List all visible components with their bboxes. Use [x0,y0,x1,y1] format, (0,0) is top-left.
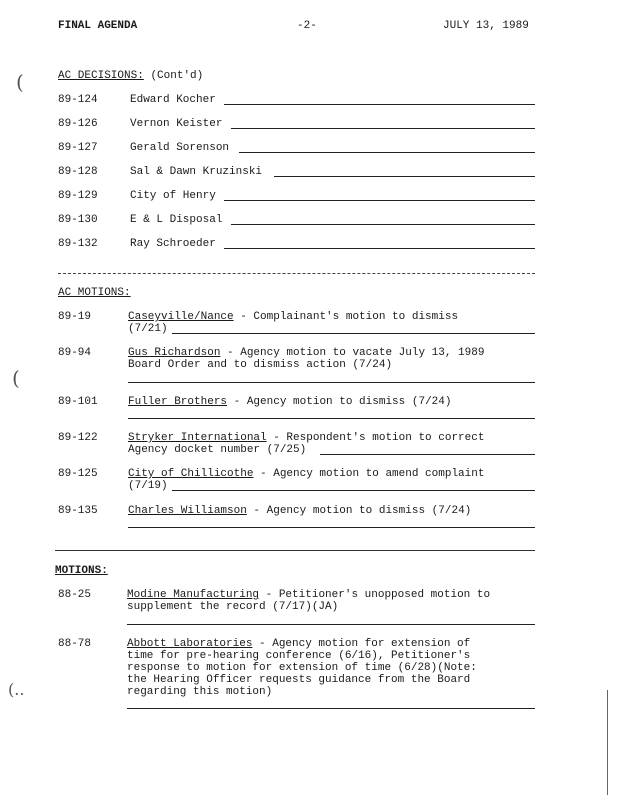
motion-text [127,589,490,601]
signature-line [127,624,535,625]
motion-line: regarding this motion) [127,686,273,698]
signature-line [224,248,535,249]
docket-number: 89-125 [58,468,98,480]
motion-line: - Agency motion to dismiss (7/24) [227,396,452,408]
docket-number: 89-132 [58,238,98,250]
party-name: Gerald Sorenson [130,142,230,154]
motion-text [128,432,484,444]
signature-line [128,382,535,383]
motion-text [128,505,471,517]
motion-line: time for pre-hearing conference (6/16), Petitioner's [127,650,471,662]
party-name: Sal & Dawn Kruzinski [130,166,263,178]
ac-decisions-title: AC DECISIONS: [58,70,144,82]
party-name: Modine Manufacturing [127,589,260,601]
party-name: Gus Richardson [128,347,221,359]
signature-line [239,152,535,153]
page-edge-line [607,690,608,795]
motion-line: - Agency motion for extension of [252,638,471,650]
docket-number: 89-101 [58,396,98,408]
signature-line [224,200,535,201]
party-name: Charles Williamson [128,505,247,517]
signature-line [231,128,535,129]
docket-number: 89-128 [58,166,98,178]
party-name: City of Henry [130,190,216,202]
docket-number: 89-19 [58,311,92,323]
party-name: Ray Schroeder [130,238,216,250]
motion-line: - Agency motion to amend complaint [253,468,485,480]
docket-number: 88-25 [58,589,92,601]
motion-line: supplement the record (7/17)(JA) [127,601,339,613]
margin-mark-2: ( [12,366,20,390]
signature-line [127,708,535,709]
docket-number: 89-94 [58,347,92,359]
motions-heading [55,565,108,577]
party-name: E & L Disposal [130,214,223,226]
signature-line [172,333,535,334]
ac-decisions-suffix: (Cont'd) [150,70,204,82]
docket-number: 88-78 [58,638,92,650]
party-name: Edward Kocher [130,94,216,106]
docket-number: 89-127 [58,142,98,154]
section-divider [55,550,535,551]
signature-line [274,176,535,177]
header-title: FINAL AGENDA [58,20,138,32]
ac-motions-heading [58,287,131,299]
docket-number: 89-126 [58,118,98,130]
docket-number: 89-135 [58,505,98,517]
docket-number: 89-129 [58,190,98,202]
docket-number: 89-130 [58,214,98,226]
margin-mark-1: ( [16,70,24,94]
header-date: JULY 13, 1989 [443,20,529,32]
party-name: Vernon Keister [130,118,223,130]
signature-line [224,104,535,105]
signature-line [128,527,535,528]
motion-text [128,468,484,480]
signature-line [320,454,535,455]
party-name: City of Chillicothe [128,468,254,480]
section-divider [58,273,535,274]
page-number: -2- [297,20,317,32]
signature-line [231,224,535,225]
motion-text [128,347,484,359]
motions-title: MOTIONS: [55,565,108,577]
motion-line: - Petitioner's unopposed motion to [259,589,491,601]
margin-mark-3: (.. [8,680,25,699]
party-name: Fuller Brothers [128,396,228,408]
motion-line: the Hearing Officer requests guidance from the Board [127,674,471,686]
motion-line: - Agency motion to vacate July 13, 1989 [220,347,485,359]
docket-number: 89-122 [58,432,98,444]
motion-line: (7/19) [128,480,168,492]
signature-line [172,490,535,491]
party-name: Stryker International [128,432,267,444]
motion-line: Agency docket number (7/25) [128,444,307,456]
docket-number: 89-124 [58,94,98,106]
party-name: Abbott Laboratories [127,638,253,650]
motion-line: response to motion for extension of time (6/28)(Note: [127,662,477,674]
motion-line: - Respondent's motion to correct [266,432,485,444]
party-name: Caseyville/Nance [128,311,234,323]
motion-text [128,311,458,323]
motion-line: Board Order and to dismiss action (7/24) [128,359,393,371]
signature-line [128,418,535,419]
ac-decisions-heading [58,70,203,82]
motion-line: - Agency motion to dismiss (7/24) [246,505,472,517]
motion-line: - Complainant's motion to dismiss [233,311,459,323]
motion-line: (7/21) [128,323,168,335]
ac-motions-title: AC MOTIONS: [58,287,131,299]
motion-text [127,638,470,650]
motion-text [128,396,451,408]
